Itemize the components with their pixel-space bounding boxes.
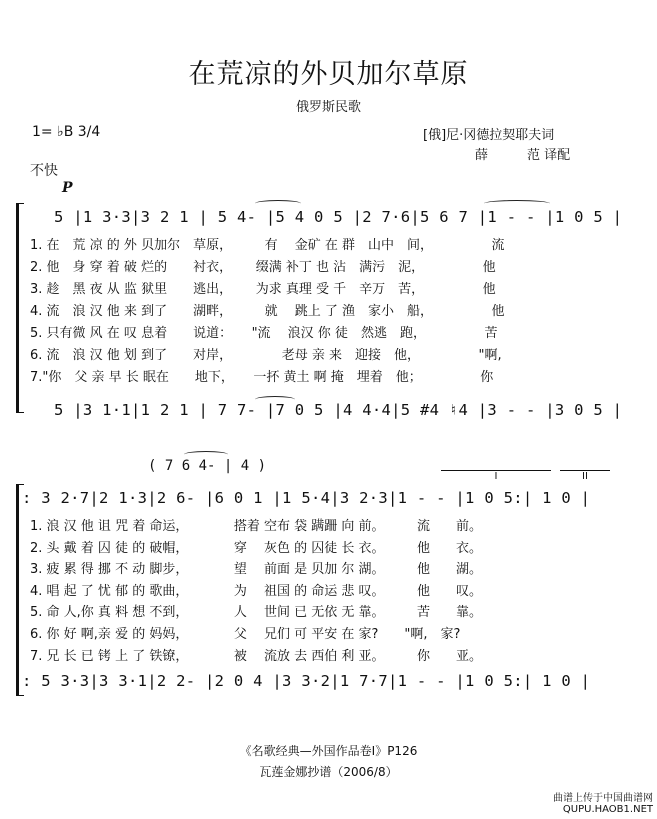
song-title: 在荒凉的外贝加尔草原 — [188, 59, 469, 90]
dynamic-marking: P — [62, 180, 73, 196]
slur — [184, 451, 228, 458]
volta-1: I — [441, 470, 551, 481]
system1-lower: 5 |3 1·1|1 2 1 | 7 7- |7 0 5 |4 4·4|5 #4 ♮4 |3 - - |3 0 5 | — [54, 401, 623, 419]
lyric-line: 1. 在 荒 凉 的 外 贝加尔 草原， 有 金矿 在 群 山中 间， 流 — [30, 238, 505, 253]
system2-melody: : 3 2·7|2 1·3|2 6- |6 0 1 |1 5·4|3 2·3|1 - - |1 0 5:| 1 0 | — [22, 489, 591, 507]
lyric-line: 5. 只有微 风 在 叹 息着 说道： "流 浪汉 你 徒 然逃 跑， 苦 — [30, 326, 498, 341]
lyric-line: 6. 你 好 啊,亲 爱 的 妈妈， 父 兄们 可 平安 在 家? "啊, 家? — [30, 627, 461, 642]
watermark: 曲谱上传于中国曲谱网 QUPU.HAOB1.NET — [553, 793, 653, 815]
arranger-credit: 薛 范 译配 — [475, 148, 571, 163]
volta-2: II — [560, 470, 610, 481]
lyric-line: 4. 流 浪 汉 他 来 到了 湖畔， 就 跳上 了 渔 家小 船， 他 — [30, 304, 505, 319]
system1-melody: 5 |1 3·3|3 2 1 | 5 4- |5 4 0 5 |2 7·6|5 6 7 |1 - - |1 0 5 | — [54, 208, 623, 226]
lyric-line: 7. 兄 长 已 铐 上 了 铁镣， 被 流放 去 西伯 利 亚。 你 亚。 — [30, 648, 482, 664]
source-citation: 《名歌经典—外国作品卷Ⅰ》P126 — [239, 744, 418, 758]
lyric-line: 4. 唱 起 了 忧 郁 的 歌曲， 为 祖国 的 命运 悲 叹。 他 叹。 — [30, 583, 482, 599]
lyric-line: 5. 命 人,你 真 料 想 不到， 人 世间 已 无依 无 靠。 苦 靠。 — [30, 605, 482, 621]
lyric-line: 3. 疲 累 得 挪 不 动 脚步， 望 前面 是 贝加 尔 湖。 他 湖。 — [30, 562, 482, 578]
song-subtitle: 俄罗斯民歌 — [295, 100, 361, 115]
lyric-line: 3. 趁 黑 夜 从 监 狱里 逃出， 为求 真理 受 千 辛万 苦， 他 — [30, 282, 496, 297]
system2-lower: : 5 3·3|3 3·1|2 2- |2 0 4 |3 3·2|1 7·7|1 - - |1 0 5:| 1 0 | — [22, 672, 591, 690]
key-signature: 1= ♭B 3/4 — [32, 124, 101, 140]
slur — [484, 200, 550, 207]
system1-bracket — [16, 203, 24, 413]
lyric-line: 1. 浪 汉 他 诅 咒 着 命运， 搭着 空布 袋 蹒跚 向 前。 流 前。 — [30, 519, 482, 534]
system2-bracket — [16, 484, 24, 696]
intro-phrase: ( 7 6 4- | 4 ) — [148, 458, 267, 474]
slur — [255, 200, 301, 207]
copyist-credit: 瓦莲金娜抄谱（2006/8） — [259, 765, 398, 779]
lyric-line: 2. 头 戴 着 囚 徒 的 破帽， 穿 灰色 的 囚徒 长 衣。 他 衣。 — [30, 540, 482, 556]
lyricist-credit: [俄]尼·冈德拉契耶夫词 — [423, 128, 555, 143]
tempo-marking: 不快 — [30, 163, 58, 179]
lyric-line: 7."你 父 亲 早 长 眠在 地下， 一抔 黄土 啊 掩 埋着 他； 你 — [30, 370, 494, 385]
slur — [255, 396, 295, 403]
lyric-line: 2. 他 身 穿 着 破 烂的 衬衣， 缀满 补丁 也 沾 满污 泥， 他 — [30, 260, 496, 275]
lyric-line: 6. 流 浪 汉 他 划 到了 对岸， 老母 亲 来 迎接 他， "啊, — [30, 348, 502, 363]
